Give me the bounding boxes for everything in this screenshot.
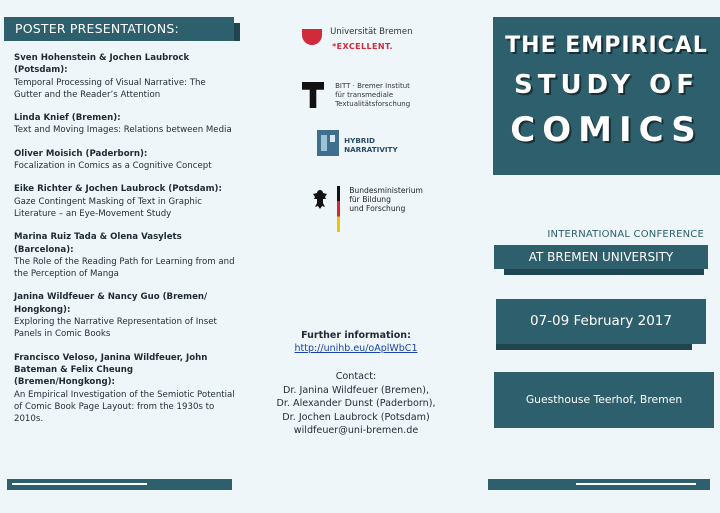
poster-title: Text and Moving Images: Relations between Media (14, 125, 232, 136)
contact-block (246, 370, 466, 438)
further-information-heading: Further information: (301, 330, 411, 341)
poster-title: Exploring the Narrative Representation of Inset Panels in Comic Books (14, 317, 217, 340)
poster-title: An Empirical Investigation of the Semiotic Potential of Comic Book Page Layout: from the 1930s to 2010s. (14, 389, 235, 425)
conference-line-2: AT BREMEN UNIVERSITY (528, 250, 674, 264)
contact-line: Dr. Janina Wildfeuer (Bremen), (282, 384, 430, 396)
german-flag-stripe (337, 186, 340, 232)
uni-bremen-logo (302, 27, 412, 52)
poster-title: Temporal Processing of Visual Narrative: The Gutter and the Reader’s Attention (14, 77, 206, 100)
contact-line: Dr. Jochen Laubrock (Potsdam) (282, 411, 430, 423)
poster-authors: Linda Knief (Bremen): (14, 113, 121, 124)
footer-bar-left-line (12, 483, 147, 485)
poster-presentations-heading: POSTER PRESENTATIONS: (4, 17, 234, 41)
poster-entry (14, 52, 236, 101)
date-box (496, 299, 706, 344)
footer-bar-right-line (576, 483, 696, 485)
contact-email: wildfeuer@uni-bremen.de (293, 425, 419, 436)
hybrid-line-1: HYBRID (344, 136, 375, 145)
poster-authors: Eike Richter & Jochen Laubrock (Potsdam): (14, 184, 222, 195)
contact-heading: Contact: (335, 371, 377, 382)
uni-bremen-tagline: *EXCELLENT. (332, 42, 393, 51)
bmbf-line-3: und Forschung (349, 204, 406, 213)
title-box (493, 17, 720, 175)
conference-date: 07-09 February 2017 (530, 313, 672, 329)
poster-entry (14, 112, 236, 137)
title-line-1: THE EMPIRICAL (505, 33, 708, 58)
poster-entry (14, 183, 236, 220)
poster-title: The Role of the Reading Path for Learning from and the Perception of Manga (14, 256, 235, 280)
uni-bremen-name: Universität Bremen (330, 27, 413, 37)
poster-title: Gaze Contingent Masking of Text in Graphic Literature – an Eye-Movement Study (14, 196, 202, 219)
uni-bremen-shield-icon (302, 29, 322, 45)
poster-authors: Francisco Veloso, Janina Wildfeuer, John Bateman & Felix Cheung (Bremen/Hongkong): (14, 352, 208, 388)
further-information-link[interactable]: http://unihb.eu/oAplWbC1 (294, 343, 418, 354)
poster-authors: Oliver Moisich (Paderborn): (14, 148, 148, 159)
poster-list (14, 52, 236, 436)
further-information (246, 329, 466, 355)
conference-label (488, 229, 720, 240)
poster-authors: Sven Hohenstein & Jochen Laubrock (Potsdam): (14, 53, 190, 76)
bitt-line-3: Textualitätsforschung (335, 100, 411, 108)
poster-entry (14, 231, 236, 280)
poster-entry (14, 148, 236, 173)
hybrid-narrativity-logo (317, 130, 398, 156)
title-line-2: STUDY OF (513, 70, 699, 100)
bitt-t-icon (302, 82, 324, 108)
conference-venue: Guesthouse Teerhof, Bremen (525, 393, 683, 406)
bmbf-logo (312, 186, 423, 232)
poster-entry (14, 291, 236, 340)
federal-eagle-icon (312, 188, 328, 210)
poster-authors: Marina Ruiz Tada & Olena Vasylets (Barcelona): (14, 232, 182, 255)
bitt-logo (302, 82, 410, 109)
hybrid-line-2: NARRATIVITY (344, 145, 398, 154)
venue-box (494, 372, 714, 428)
poster-entry (14, 352, 236, 426)
conference-line-1: INTERNATIONAL CONFERENCE (547, 229, 704, 240)
bitt-line-2: für transmediale (335, 91, 394, 99)
title-line-3: COMICS (510, 110, 703, 150)
contact-line: Dr. Alexander Dunst (Paderborn), (276, 398, 436, 409)
bitt-line-1: BITT · Bremer Institut (335, 82, 410, 90)
hybrid-narrativity-icon (317, 130, 339, 156)
poster-authors: Janina Wildfeuer & Nancy Guo (Bremen/ Hongkong): (14, 292, 208, 315)
poster-title: Focalization in Comics as a Cognitive Concept (14, 161, 212, 172)
bmbf-line-2: für Bildung (349, 195, 391, 204)
conference-band (494, 245, 708, 269)
bmbf-line-1: Bundesministerium (349, 186, 423, 195)
